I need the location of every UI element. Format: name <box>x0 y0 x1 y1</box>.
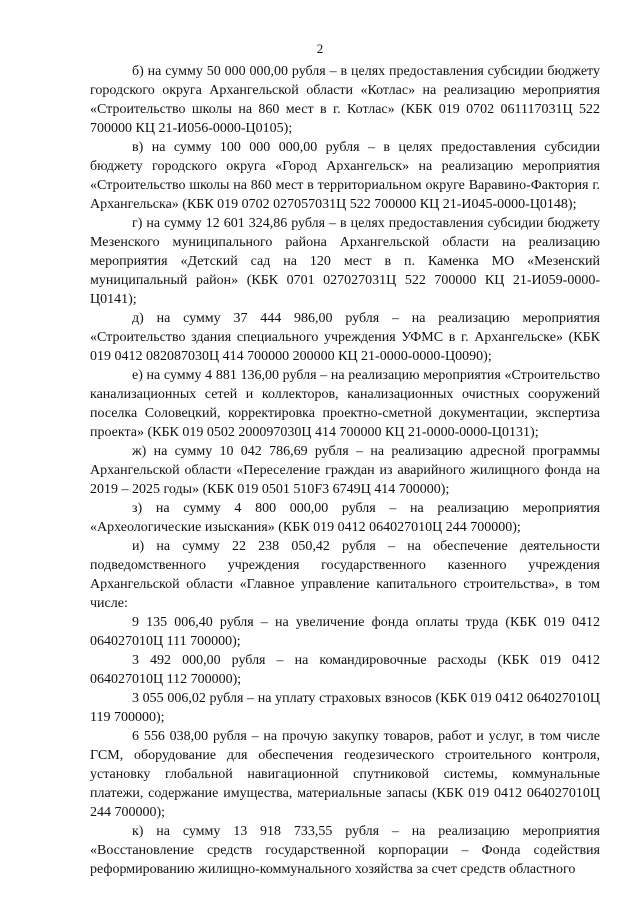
page-number: 2 <box>316 41 324 56</box>
paragraph-item-g: г) на сумму 12 601 324,86 рубля – в целях предоставления субсидии бюджету Мезенского муниципального района Архангельской области на реализацию мероприятия «Детский сад на 120 мест в п. Каменка МО «Мезенский муниципальный район» (КБК 0701 027027031Ц 522 700000 КЦ 21-И059-0000-Ц0141); <box>90 216 600 307</box>
paragraph-subitem-travel: 3 492 000,00 рубля – на командировочные расходы (КБК 019 0412 064027010Ц 112 700000); <box>90 653 600 687</box>
paragraph-item-z: з) на сумму 4 800 000,00 рубля – на реализацию мероприятия «Археологические изыскания» (КБК 019 0412 064027010Ц 244 700000); <box>90 501 600 535</box>
paragraph-item-zh: ж) на сумму 10 042 786,69 рубля – на реализацию адресной программы Архангельской области «Переселение граждан из аварийного жилищного фонда на 2019 – 2025 годы» (КБК 019 0501 510F3 6749Ц 414 700000); <box>90 444 600 497</box>
paragraph-subitem-procurement: 6 556 038,00 рубля – на прочую закупку товаров, работ и услуг, в том числе ГСМ, оборудование для обеспечения геодезического строительного контроля, установку глобальной навигационной спутниковой системы, коммунальные платежи, содержание имущества, материальные запасы (КБК 019 0412 064027010Ц 244 700000); <box>90 729 600 820</box>
paragraph-item-i: и) на сумму 22 238 050,42 рубля – на обеспечение деятельности подведомственного учреждения государственного казенного учреждения Архангельской области «Главное управление капитального строительства», в том числе: <box>90 539 600 611</box>
paragraph-item-k: к) на сумму 13 918 733,55 рубля – на реализацию мероприятия «Восстановление средств государственной корпорации – Фонда содействия реформированию жилищно-коммунального хозяйства за счет средств областного <box>90 824 600 877</box>
paragraph-item-b: б) на сумму 50 000 000,00 рубля – в целях предоставления субсидии бюджету городского округа Архангельской области «Котлас» на реализацию мероприятия «Строительство школы на 860 мест в г. Котлас» (КБК 019 0702 061117031Ц 522 700000 КЦ 21-И056-0000-Ц0105); <box>90 64 600 136</box>
document-body <box>90 62 600 879</box>
paragraph-subitem-insurance: 3 055 006,02 рубля – на уплату страховых взносов (КБК 019 0412 064027010Ц 119 700000); <box>90 691 600 725</box>
paragraph-item-v: в) на сумму 100 000 000,00 рубля – в целях предоставления субсидии бюджету городского округа «Город Архангельск» на реализацию мероприятия «Строительство школы на 860 мест в территориальном округе Варавино-Фактория г. Архангельска» (КБК 019 0702 027057031Ц 522 700000 КЦ 21-И045-0000-Ц0148); <box>90 140 600 212</box>
paragraph-item-d: д) на сумму 37 444 986,00 рубля – на реализацию мероприятия «Строительство здания специального учреждения УФМС в г. Архангельске» (КБК 019 0412 082087030Ц 414 700000 200000 КЦ 21-0000-0000-Ц0090); <box>90 311 600 364</box>
paragraph-subitem-payroll: 9 135 006,40 рубля – на увеличение фонда оплаты труда (КБК 019 0412 064027010Ц 111 700000); <box>90 615 600 649</box>
paragraph-item-e: е) на сумму 4 881 136,00 рубля – на реализацию мероприятия «Строительство канализационных сетей и коллекторов, канализационных очистных сооружений поселка Соловецкий, корректировка проектно-сметной документации, экспертиза проекта» (КБК 019 0502 200097030Ц 414 700000 КЦ 21-0000-0000-Ц0131); <box>90 368 600 440</box>
